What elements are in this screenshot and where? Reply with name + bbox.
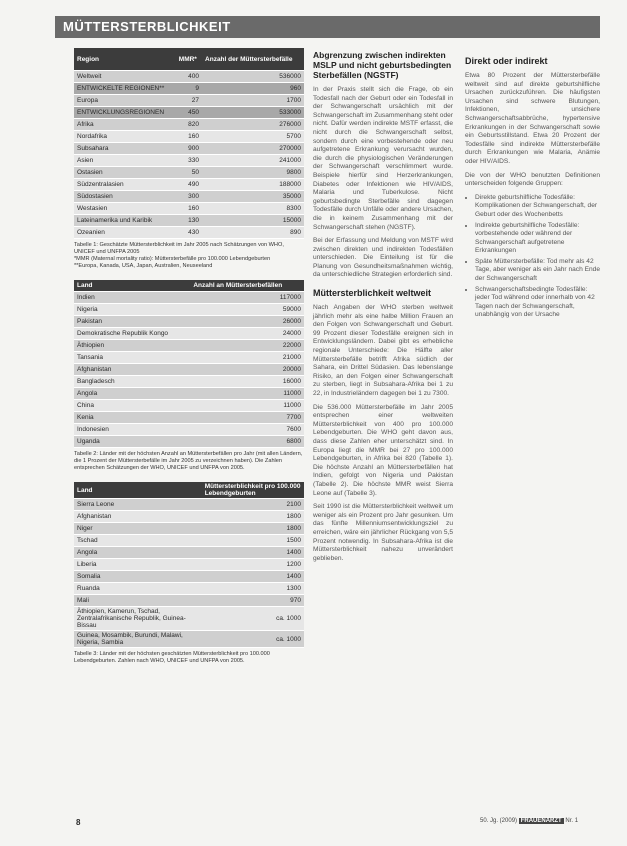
table-row xyxy=(74,412,304,424)
col-deaths: Anzahl der Müttersterbefälle xyxy=(202,48,304,71)
list-item: • Späte Müttersterbefälle: Tod mehr als 42 Tage, aber weniger als ein Jahr nach Ende der Schwangerschaft xyxy=(475,258,600,284)
table-row xyxy=(74,388,304,400)
table-row xyxy=(74,119,304,131)
table-cell: Ozeanien xyxy=(74,227,176,239)
table-cell: 22000 xyxy=(190,340,304,352)
col-mmr: MMR* xyxy=(176,48,202,71)
table-cell: 276000 xyxy=(202,119,304,131)
table-row xyxy=(74,595,304,607)
table-cell: 820 xyxy=(176,119,202,131)
table-cell: Demokratische Republik Kongo xyxy=(74,328,190,340)
table-cell: 35000 xyxy=(202,191,304,203)
table-cell: Lateinamerika und Karibik xyxy=(74,215,176,227)
table-cell: Afghanistan xyxy=(74,364,190,376)
table-cell: Europa xyxy=(74,95,176,107)
tables-column xyxy=(74,48,304,675)
table-cell: Südzentralasien xyxy=(74,179,176,191)
table-cell: Mali xyxy=(74,595,202,607)
table-row xyxy=(74,227,304,239)
table-cell: 1400 xyxy=(202,571,304,583)
table-cell: 1300 xyxy=(202,583,304,595)
table-cell: 9 xyxy=(176,83,202,95)
table-cell: 900 xyxy=(176,143,202,155)
paragraph: In der Praxis stellt sich die Frage, ob ein Todesfall nach der Geburt oder ein Todesfall in der Schwangerschaft ursächlich mit der Schwangerschaft im Zusammenhang steht oder nicht. Dafür werden indirekte MSTF erfasst, die nicht durch die Schwangerschaft selbst, sondern durch eine vorbestehende oder neu aufgetretene Erkrankung verursacht wurden, die durch die physiologischen Veränderungen der Schwangerschaft verschlimmert wurde. Beispiele hierfür sind Herzerkrankungen, Diabetes oder Infektionen wie HIV/AIDS, Malaria und Tuberkulose. Nicht geburtsbedingte Sterbefälle sind dagegen Todesfälle durch Unfälle oder andere Ursachen, die in keinem Zusammenhang mit der Schwangerschaft stehen (NGSTF). xyxy=(313,86,454,231)
page-header xyxy=(55,16,600,38)
article-column-2 xyxy=(465,48,600,324)
table-cell: 59000 xyxy=(190,304,304,316)
table-row xyxy=(74,400,304,412)
table1-caption: Tabelle 1: Geschätzte Müttersterblichkeit im Jahr 2005 nach Schätzungen von WHO, UNICEF und UNFPA 2005 *MMR (Maternal mortality ratio): Müttersterbefälle pro 100.000 Lebendgeburten **Europa, Kanada, USA, Japan, Australien, Neuseeland xyxy=(74,242,284,269)
table-cell: 1200 xyxy=(202,559,304,571)
table-row xyxy=(74,131,304,143)
table-cell: ca. 1000 xyxy=(202,607,304,631)
col-mmr: Müttersterblichkeit pro 100.000 Lebendgeburten xyxy=(202,482,304,499)
table-row xyxy=(74,436,304,448)
table-cell: 1700 xyxy=(202,95,304,107)
table-cell: 6800 xyxy=(190,436,304,448)
table-row xyxy=(74,143,304,155)
table-cell: 450 xyxy=(176,107,202,119)
table-cell: 50 xyxy=(176,167,202,179)
table-cell: 490 xyxy=(176,179,202,191)
table-row xyxy=(74,631,304,648)
table-cell: 117000 xyxy=(190,292,304,304)
table-cell: 188000 xyxy=(202,179,304,191)
table-cell: 1800 xyxy=(202,523,304,535)
table-cell: Südostasien xyxy=(74,191,176,203)
table-cell: Äthiopien, Kamerun, Tschad, Zentralafrikanische Republik, Guinea-Bissau xyxy=(74,607,202,631)
table-cell: Angola xyxy=(74,547,202,559)
page-number: 8 xyxy=(76,818,81,827)
table-cell: 24000 xyxy=(190,328,304,340)
table-cell: 5700 xyxy=(202,131,304,143)
table-row xyxy=(74,71,304,83)
table-cell: 8300 xyxy=(202,203,304,215)
table-countries-mmr xyxy=(74,482,304,648)
col-country: Land xyxy=(74,482,202,499)
table-cell: 7600 xyxy=(190,424,304,436)
table-cell: Äthiopien xyxy=(74,340,190,352)
col-country: Land xyxy=(74,280,190,292)
table-cell: Subsahara xyxy=(74,143,176,155)
table-cell: Indonesien xyxy=(74,424,190,436)
table-cell: China xyxy=(74,400,190,412)
table-cell: Sierra Leone xyxy=(74,499,202,511)
table-cell: 960 xyxy=(202,83,304,95)
table-cell: Nordafrika xyxy=(74,131,176,143)
table-cell: Somalia xyxy=(74,571,202,583)
table-row xyxy=(74,511,304,523)
heading-direkt: Direkt oder indirekt xyxy=(465,56,548,66)
table-cell: 536000 xyxy=(202,71,304,83)
definition-list xyxy=(465,194,600,320)
table-row xyxy=(74,364,304,376)
table-cell: Afghanistan xyxy=(74,511,202,523)
table-row xyxy=(74,167,304,179)
table-cell: 11000 xyxy=(190,400,304,412)
table-cell: 7700 xyxy=(190,412,304,424)
table-row xyxy=(74,316,304,328)
table-cell: 15000 xyxy=(202,215,304,227)
table-cell: 26000 xyxy=(190,316,304,328)
table-row xyxy=(74,340,304,352)
table-cell: 27 xyxy=(176,95,202,107)
table-cell: 2100 xyxy=(202,499,304,511)
table-row xyxy=(74,83,304,95)
table-cell: Guinea, Mosambik, Burundi, Malawi, Nigeria, Sambia xyxy=(74,631,202,648)
table-cell: 430 xyxy=(176,227,202,239)
table-cell: 11000 xyxy=(190,388,304,400)
table-cell: Tansania xyxy=(74,352,190,364)
table3-caption: Tabelle 3: Länder mit der höchsten geschätzten Müttersterblichkeit pro 100.000 Lebendgeburten. Zahlen nach WHO, UNICEF und UNFPA von 2005. xyxy=(74,651,270,664)
table-cell: Ruanda xyxy=(74,583,202,595)
table-row xyxy=(74,215,304,227)
table-cell: Angola xyxy=(74,388,190,400)
table-row xyxy=(74,499,304,511)
paragraph: Bei der Erfassung und Meldung von MSTF wird zwischen direkten und indirekten Todesfällen unterschieden. Die Einteilung ist für die Planung von Gesundheitsmaßnahmen wichtig, da unterschiedliche Strategien erforderlich sind. xyxy=(313,237,453,279)
table-cell: Asien xyxy=(74,155,176,167)
table-row xyxy=(74,107,304,119)
table-cell: Liberia xyxy=(74,559,202,571)
col-count: Anzahl an Müttersterbefällen xyxy=(190,280,304,292)
table-row xyxy=(74,352,304,364)
footer-number: Nr. 1 xyxy=(565,818,579,824)
paragraph: Etwa 80 Prozent der Müttersterbefälle weltweit sind auf direkte geburtshilfliche Ursachen zurückzuführen. Die häufigsten Ursachen sind schwere Blutungen, Infektionen, unsichere Schwangerschaftsabbrüche, hypertensive Erkrankungen in der Schwangerschaft sowie ein Geburtsstillstand. Etwa 20 Prozent der Todesfälle sind indirekte Müttersterbefälle durch Erkrankungen wie Malaria, Anämie oder HIV/AIDS. xyxy=(465,72,600,165)
table-row xyxy=(74,155,304,167)
table-cell: Weltweit xyxy=(74,71,176,83)
table-cell: 16000 xyxy=(190,376,304,388)
table-cell: Uganda xyxy=(74,436,190,448)
table-cell: 330 xyxy=(176,155,202,167)
table-cell: ENTWICKLUNGSREGIONEN xyxy=(74,107,176,119)
table-cell: 533000 xyxy=(202,107,304,119)
paragraph: Die 536.000 Müttersterbefälle im Jahr 2005 entsprechen einer weltweiten Müttersterblichkeit von 400 pro 100.000 Lebendgeburten. Die WHO geht davon aus, dass diese Zahlen eher unterschätzt sind. In Europa liegt die MMR bei 27 pro 100.000 Lebendgeburten, in Afrika bei 820 (Tabelle 1). Die höchste Anzahl an Müttersterbefällen hat Indien, gefolgt von Nigeria und Pakistan (Tabelle 2). Die höchste MMR weist Sierra Leone auf (Tabelle 3). xyxy=(313,403,453,497)
table-cell: Pakistan xyxy=(74,316,190,328)
heading-weltweit: Müttersterblichkeit weltweit xyxy=(313,288,432,299)
table-row xyxy=(74,292,304,304)
article-column-1 xyxy=(313,48,453,568)
table-cell: 400 xyxy=(176,71,202,83)
table-cell: Afrika xyxy=(74,119,176,131)
table-cell: 300 xyxy=(176,191,202,203)
table-row xyxy=(74,179,304,191)
table-cell: 241000 xyxy=(202,155,304,167)
table-cell: 270000 xyxy=(202,143,304,155)
table-cell: 9800 xyxy=(202,167,304,179)
table-regions xyxy=(74,48,304,239)
table-cell: ENTWICKELTE REGIONEN** xyxy=(74,83,176,95)
table2-caption: Tabelle 2: Länder mit der höchsten Anzahl an Müttersterbefällen pro Jahr (mit allen Ländern, die 1 Prozent der Müttersterbefälle im Jahr 2005 zu verzeichnen haben). Die Zahlen entsprechen Schätzungen der WHO, UNICEF und UNFPA von 2005. xyxy=(74,451,303,471)
paragraph: Die von der WHO benutzten Definitionen unterscheiden folgende Gruppen: xyxy=(465,171,600,188)
table-cell: 1500 xyxy=(202,535,304,547)
table-row xyxy=(74,95,304,107)
table-cell: 1800 xyxy=(202,511,304,523)
section-title: MÜTTERSTERBLICHKEIT xyxy=(63,19,231,34)
table-row xyxy=(74,571,304,583)
table-cell: ca. 1000 xyxy=(202,631,304,648)
table-cell: Ostasien xyxy=(74,167,176,179)
list-item: • Direkte geburtshilfliche Todesfälle: Komplikationen der Schwangerschaft, der Geburt oder des Wochenbetts xyxy=(475,194,600,220)
table-row xyxy=(74,424,304,436)
table-row xyxy=(74,328,304,340)
paragraph: Seit 1990 ist die Müttersterblichkeit weltweit um weniger als ein Prozent pro Jahr gesunken. Um das fünfte Millenniumsentwicklungsziel zu erreichen, wäre ein jährlicher Rückgang von 5,5 Prozent notwendig. In Subsahara-Afrika ist die Müttersterblichkeit nahezu unverändert geblieben. xyxy=(313,503,453,562)
table-row xyxy=(74,203,304,215)
table-cell: Niger xyxy=(74,523,202,535)
table-cell: Tschad xyxy=(74,535,202,547)
table-cell: Westasien xyxy=(74,203,176,215)
table-row xyxy=(74,304,304,316)
footer-journal: FRAUENARZT xyxy=(520,818,562,824)
table-cell: 130 xyxy=(176,215,202,227)
table-cell: Nigeria xyxy=(74,304,190,316)
paragraph: Nach Angaben der WHO sterben weltweit jährlich mehr als eine halbe Million Frauen an den Folgen von Schwangerschaft und Geburt. 99 Prozent dieser Todesfälle ereignen sich in Entwicklungsländern. Dabei gibt es erhebliche regionale Unterschiede: Die Hälfte aller Müttersterbefälle betrifft Afrika südlich der Sahara, ein Drittel Südasien. Das lebenslange Risiko, an den Folgen einer Schwangerschaft zu sterben, liegt in Subsahara-Afrika bei 1 zu 22, in Industrieländern dagegen bei 1 zu 7300. xyxy=(313,304,453,397)
table-cell: 970 xyxy=(202,595,304,607)
page-footer xyxy=(480,818,578,824)
table-row xyxy=(74,535,304,547)
col-region: Region xyxy=(74,48,176,71)
table-cell: Bangladesch xyxy=(74,376,190,388)
heading-abgrenzung: Abgrenzung zwischen indirekten MSLP und nicht geburtsbedingten Sterbefällen (NGSTF) xyxy=(313,50,452,80)
table-countries-deaths xyxy=(74,280,304,448)
table-cell: Kenia xyxy=(74,412,190,424)
table-row xyxy=(74,547,304,559)
table-cell: 890 xyxy=(202,227,304,239)
table-row xyxy=(74,559,304,571)
table-cell: 160 xyxy=(176,203,202,215)
list-item: • Indirekte geburtshilfliche Todesfälle: vorbestehende oder während der Schwangerschaft aufgetretene Erkrankungen xyxy=(475,222,600,256)
table-cell: Indien xyxy=(74,292,190,304)
table-row xyxy=(74,191,304,203)
table-row xyxy=(74,607,304,631)
list-item: • Schwangerschaftsbedingte Todesfälle: jeder Tod während oder innerhalb von 42 Tagen nach der Schwangerschaft, unabhängig von der Ursache xyxy=(475,286,600,320)
table-cell: 20000 xyxy=(190,364,304,376)
table-cell: 160 xyxy=(176,131,202,143)
footer-issue: 50. Jg. (2009) xyxy=(480,818,518,824)
table-cell: 21000 xyxy=(190,352,304,364)
table-row xyxy=(74,376,304,388)
table-row xyxy=(74,523,304,535)
table-cell: 1400 xyxy=(202,547,304,559)
table-row xyxy=(74,583,304,595)
